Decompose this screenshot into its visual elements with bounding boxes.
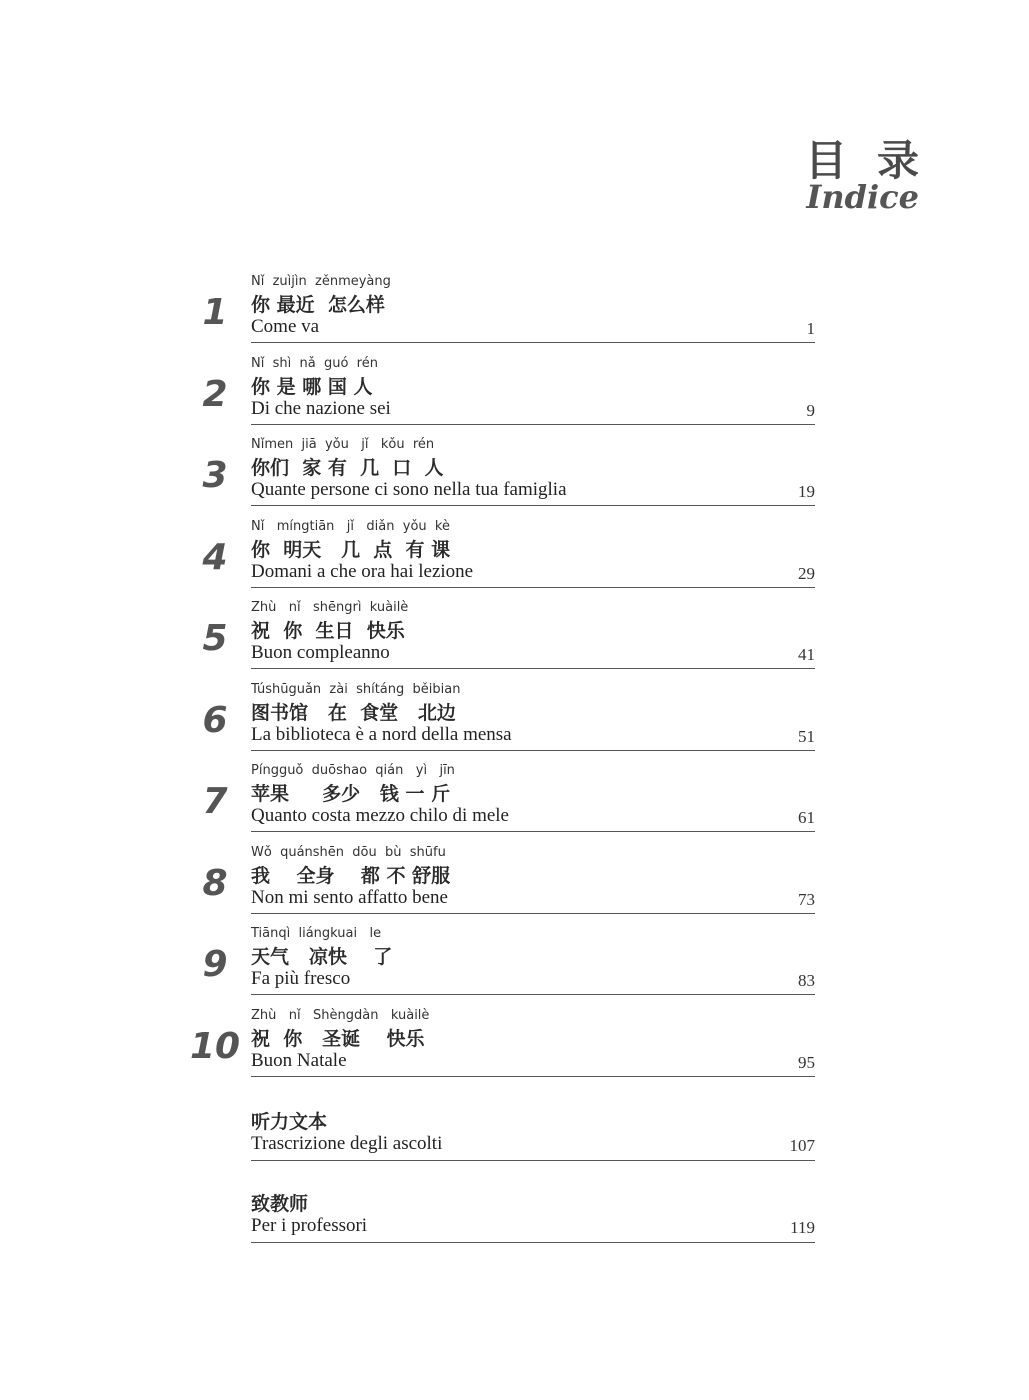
page-number: 83 bbox=[798, 971, 815, 990]
divider bbox=[251, 1076, 815, 1077]
lesson-title-italian: Di che nazione sei bbox=[251, 397, 391, 419]
toc-entry-lesson-9[interactable] bbox=[0, 922, 1029, 1004]
lesson-pinyin: Zhù nǐ shēngrì kuàilè bbox=[251, 600, 409, 615]
divider bbox=[251, 994, 815, 995]
lesson-title-chinese: 你们 家 有 几 口 人 bbox=[251, 457, 444, 479]
lesson-title-italian: Domani a che ora hai lezione bbox=[251, 560, 474, 582]
lesson-title-italian: Buon compleanno bbox=[251, 642, 390, 663]
toc-entry-lesson-3[interactable] bbox=[0, 433, 1029, 515]
lesson-pinyin: Nǐmen jiā yǒu jǐ kǒu rén bbox=[251, 437, 435, 452]
section-title-chinese: 致教师 bbox=[251, 1192, 309, 1215]
lesson-number: 10 bbox=[190, 1025, 241, 1067]
divider bbox=[251, 913, 815, 914]
lesson-pinyin: Nǐ shì nǎ guó rén bbox=[251, 355, 378, 371]
page-number: 51 bbox=[798, 726, 815, 746]
toc-entry-lesson-5[interactable] bbox=[0, 596, 1029, 678]
toc-entry-lesson-1[interactable] bbox=[0, 270, 1029, 352]
lesson-number: 3 bbox=[202, 455, 228, 496]
page-number: 41 bbox=[798, 645, 815, 664]
divider bbox=[251, 668, 815, 669]
lesson-number: 2 bbox=[202, 373, 228, 415]
lesson-pinyin: Nǐ míngtiān jǐ diǎn yǒu kè bbox=[251, 518, 450, 534]
toc-entry-for-teachers[interactable] bbox=[0, 1167, 1029, 1249]
page-number: 9 bbox=[806, 400, 815, 420]
page-number: 29 bbox=[798, 563, 815, 583]
lesson-title-italian: La biblioteca è a nord della mensa bbox=[251, 723, 512, 745]
lesson-pinyin: Zhù nǐ Shèngdàn kuàilè bbox=[251, 1007, 430, 1023]
page-title-italian: Indice bbox=[806, 178, 919, 216]
page-number: 61 bbox=[798, 808, 815, 827]
section-title-chinese: 听力文本 bbox=[251, 1111, 328, 1133]
lesson-number: 1 bbox=[202, 292, 228, 333]
lesson-number: 9 bbox=[202, 944, 228, 985]
table-of-contents bbox=[0, 270, 1029, 1248]
page-number: 107 bbox=[789, 1136, 815, 1155]
lesson-pinyin: Nǐ zuìjìn zěnmeyàng bbox=[251, 274, 391, 289]
section-title-italian: Per i professori bbox=[251, 1214, 368, 1236]
lesson-title-chinese: 你 明天 几 点 有 课 bbox=[251, 538, 451, 561]
section-title-italian: Trascrizione degli ascolti bbox=[251, 1133, 443, 1154]
lesson-pinyin: Wǒ quánshēn dōu bù shūfu bbox=[251, 844, 446, 860]
toc-entry-lesson-7[interactable] bbox=[0, 759, 1029, 841]
lesson-title-italian: Quanto costa mezzo chilo di mele bbox=[251, 805, 509, 826]
lesson-title-chinese: 你 最近 怎么样 bbox=[251, 294, 385, 316]
divider bbox=[251, 505, 815, 506]
lesson-pinyin: Píngguǒ duōshao qián yì jīn bbox=[251, 763, 455, 778]
lesson-title-italian: Fa più fresco bbox=[251, 968, 351, 989]
divider bbox=[251, 587, 815, 588]
lesson-number: 7 bbox=[202, 781, 228, 822]
lesson-title-chinese: 我 全身 都 不 舒服 bbox=[251, 864, 451, 887]
page-number: 1 bbox=[806, 319, 815, 338]
page-title-chinese: 目录 bbox=[804, 136, 949, 185]
lesson-title-chinese: 图书馆 在 食堂 北边 bbox=[251, 701, 456, 724]
lesson-title-chinese: 苹果 多少 钱 一 斤 bbox=[251, 783, 451, 805]
toc-entry-lesson-8[interactable] bbox=[0, 841, 1029, 923]
lesson-title-italian: Come va bbox=[251, 316, 320, 337]
lesson-title-italian: Buon Natale bbox=[251, 1049, 347, 1071]
divider bbox=[251, 342, 815, 343]
page-number: 95 bbox=[798, 1052, 815, 1072]
page-number: 119 bbox=[790, 1217, 815, 1237]
toc-entry-lesson-4[interactable] bbox=[0, 515, 1029, 597]
lesson-number: 6 bbox=[202, 699, 228, 741]
divider bbox=[251, 1160, 815, 1161]
lesson-title-chinese: 天气 凉快 了 bbox=[251, 946, 393, 968]
lesson-title-italian: Non mi sento affatto bene bbox=[251, 886, 448, 908]
toc-entry-lesson-6[interactable] bbox=[0, 678, 1029, 760]
divider bbox=[251, 750, 815, 751]
lesson-title-chinese: 祝 你 圣诞 快乐 bbox=[251, 1027, 425, 1050]
divider bbox=[251, 424, 815, 425]
toc-entry-lesson-10[interactable] bbox=[0, 1004, 1029, 1086]
lesson-title-chinese: 你 是 哪 国 人 bbox=[251, 375, 373, 398]
toc-entry-listening-transcripts[interactable] bbox=[0, 1085, 1029, 1167]
page-number: 73 bbox=[798, 889, 815, 909]
toc-entry-lesson-2[interactable] bbox=[0, 352, 1029, 434]
divider bbox=[251, 1242, 815, 1243]
lesson-number: 5 bbox=[202, 618, 228, 659]
page-number: 19 bbox=[798, 482, 815, 501]
lesson-title-chinese: 祝 你 生日 快乐 bbox=[251, 620, 405, 642]
lesson-pinyin: Tiānqì liángkuai le bbox=[251, 926, 382, 941]
lesson-number: 8 bbox=[202, 862, 228, 904]
lesson-pinyin: Túshūguǎn zài shítáng běibian bbox=[251, 681, 461, 697]
lesson-number: 4 bbox=[202, 536, 228, 578]
lesson-title-italian: Quante persone ci sono nella tua famiglia bbox=[251, 479, 567, 500]
divider bbox=[251, 831, 815, 832]
